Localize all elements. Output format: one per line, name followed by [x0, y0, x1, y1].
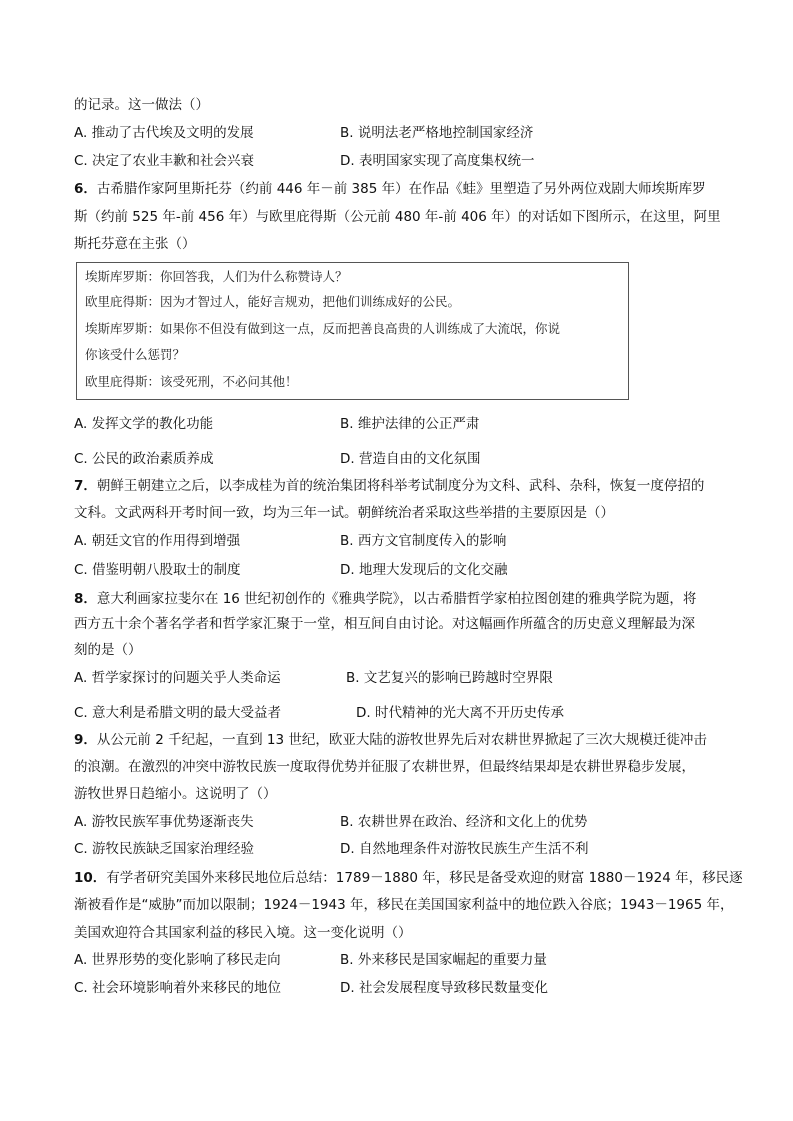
q10-number: 10． [74, 870, 107, 886]
q7-stem-line-1: 7．朝鲜王朝建立之后，以李成桂为首的统治集团将科举考试制度分为文科、武科、杂科，恢复一度停招的 [74, 478, 705, 494]
q7-number: 7． [74, 478, 97, 494]
q8-option-c[interactable]: C. 意大利是希腊文明的最大受益者 [74, 705, 282, 721]
q10-stem-line-1: 10．有学者研究美国外来移民地位后总结：1789－1880 年，移民是备受欢迎的财富 1880－1924 年，移民逐 [74, 870, 743, 886]
q10-option-b[interactable]: B. 外来移民是国家崛起的重要力量 [340, 952, 547, 968]
q7-option-b[interactable]: B. 西方文官制度传入的影响 [340, 533, 507, 549]
q9-option-c[interactable]: C. 游牧民族缺乏国家治理经验 [74, 841, 255, 857]
q10-stem-line-2: 渐被看作是“威胁”而加以限制；1924－1943 年，移民在美国国家利益中的地位跌入谷底；1943－1965 年， [74, 897, 734, 913]
q10-option-c[interactable]: C. 社会环境影响着外来移民的地位 [74, 980, 282, 996]
q10-option-a[interactable]: A. 世界形势的变化影响了移民走向 [74, 952, 281, 968]
q7-stem-line-2: 文科。文武两科开考时间一致，均为三年一试。朝鲜统治者采取这些举措的主要原因是（） [74, 505, 614, 521]
q6-dialogue-line-5: 欧里庇得斯：该受死刑，不必问其他！ [85, 374, 298, 389]
q5-stem-tail: 的记录。这一做法（） [74, 97, 209, 113]
q8-stem-line-3: 刻的是（） [74, 642, 142, 658]
q8-stem-line-1: 8．意大利画家拉斐尔在 16 世纪初创作的《雅典学院》，以古希腊哲学家柏拉图创建的雅典学院为题，将 [74, 591, 697, 607]
q7-option-a[interactable]: A. 朝廷文官的作用得到增强 [74, 533, 241, 549]
q6-dialogue-line-3: 埃斯库罗斯：如果你不但没有做到这一点，反而把善良高贵的人训练成了大流氓，你说 [85, 321, 561, 336]
q9-number: 9． [74, 732, 97, 748]
q6-dialogue-line-4: 你该受什么惩罚？ [85, 347, 186, 362]
q5-option-d[interactable]: D. 表明国家实现了高度集权统一 [340, 153, 535, 169]
q6-dialogue-box [76, 262, 629, 400]
q5-option-c[interactable]: C. 决定了农业丰歉和社会兴衰 [74, 153, 255, 169]
q7-option-d[interactable]: D. 地理大发现后的文化交融 [340, 562, 508, 578]
q9-option-a[interactable]: A. 游牧民族军事优势逐渐丧失 [74, 814, 254, 830]
q6-stem-line-3: 斯托芬意在主张（） [74, 236, 196, 252]
q8-option-a[interactable]: A. 哲学家探讨的问题关乎人类命运 [74, 670, 281, 686]
q6-option-d[interactable]: D. 营造自由的文化氛围 [340, 451, 481, 467]
q5-option-a[interactable]: A. 推动了古代埃及文明的发展 [74, 125, 254, 141]
q8-option-d[interactable]: D. 时代精神的光大离不开历史传承 [356, 705, 564, 721]
q8-stem-line-2: 西方五十余个著名学者和哲学家汇聚于一堂，相互间自由讨论。对这幅画作所蕴含的历史意义理解最为深 [74, 616, 695, 632]
q9-stem-line-3: 游牧世界日趋缩小。这说明了（） [74, 786, 277, 802]
q8-number: 8． [74, 591, 97, 607]
q6-number: 6． [74, 181, 97, 197]
q9-option-b[interactable]: B. 农耕世界在政治、经济和文化上的优势 [340, 814, 588, 830]
q9-stem-line-1: 9．从公元前 2 千纪起，一直到 13 世纪，欧亚大陆的游牧世界先后对农耕世界掀起了三次大规模迁徙冲击 [74, 732, 707, 748]
q10-option-d[interactable]: D. 社会发展程度导致移民数量变化 [340, 980, 548, 996]
q10-stem-line-3: 美国欢迎符合其国家利益的移民入境。这一变化说明（） [74, 925, 412, 941]
q5-option-b[interactable]: B. 说明法老严格地控制国家经济 [340, 125, 534, 141]
q6-option-b[interactable]: B. 维护法律的公正严肃 [340, 416, 480, 432]
q6-option-c[interactable]: C. 公民的政治素质养成 [74, 451, 214, 467]
q6-stem-line-1: 6．古希腊作家阿里斯托芬（约前 446 年－前 385 年）在作品《蛙》里塑造了另外两位戏剧大师埃斯库罗 [74, 181, 706, 197]
q6-dialogue-line-1: 埃斯库罗斯：你回答我，人们为什么称赞诗人？ [85, 269, 348, 284]
q6-stem-line-2: 斯（约前 525 年-前 456 年）与欧里庇得斯（公元前 480 年-前 406 年）的对话如下图所示，在这里，阿里 [74, 209, 721, 225]
q9-stem-line-2: 的浪潮。在激烈的冲突中游牧民族一度取得优势并征服了农耕世界，但最终结果却是农耕世界稳步发展， [74, 759, 695, 775]
q7-option-c[interactable]: C. 借鉴明朝八股取士的制度 [74, 562, 241, 578]
q8-option-b[interactable]: B. 文艺复兴的影响已跨越时空界限 [346, 670, 553, 686]
q6-option-a[interactable]: A. 发挥文学的教化功能 [74, 416, 214, 432]
q6-dialogue-line-2: 欧里庇得斯：因为才智过人，能好言规劝，把他们训练成好的公民。 [85, 294, 461, 309]
q9-option-d[interactable]: D. 自然地理条件对游牧民族生产生活不利 [340, 841, 589, 857]
